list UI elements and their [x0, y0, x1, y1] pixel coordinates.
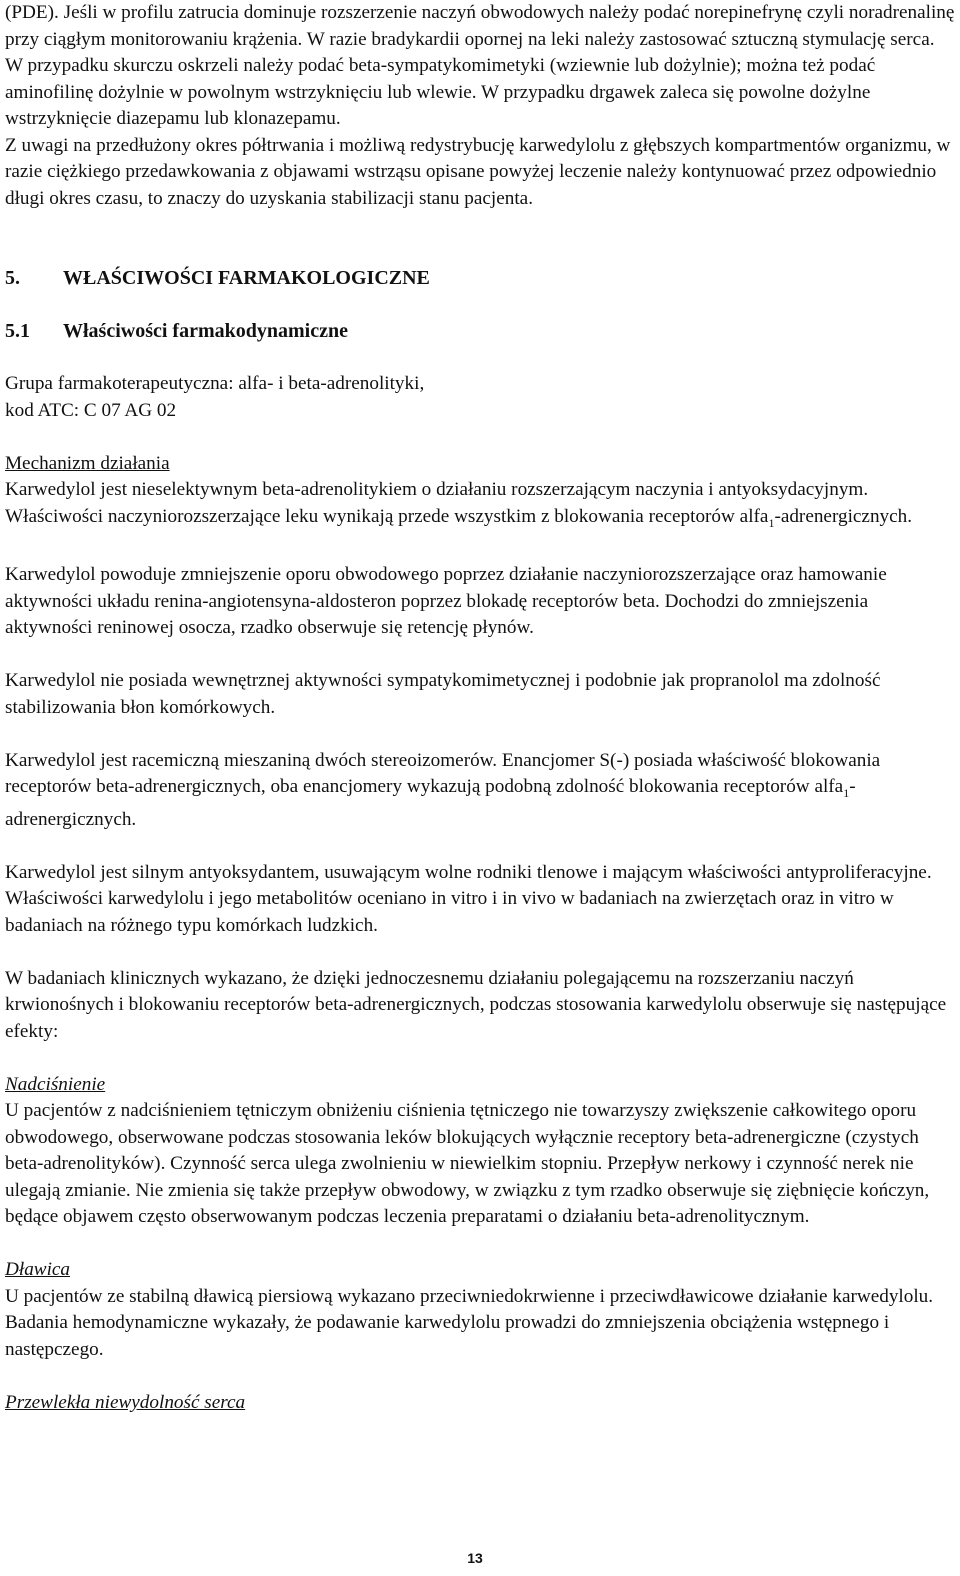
section-5-title: WŁAŚCIWOŚCI FARMAKOLOGICZNE: [63, 267, 430, 289]
angina-label: Dławica: [5, 1259, 71, 1281]
hypertension-label: Nadciśnienie: [5, 1073, 106, 1095]
mechanism-paragraph-1: Karwedylol jest nieselektywnym beta-adrenolitykiem o działaniu rozszerzającym naczynia i antyoksydacyjnym. Właściwości naczyniorozszerzające leku wynikają przede wszystkim z blokowania receptorów alfa$_1$-adrenergicznych.: [5, 479, 913, 530]
atc-code: kod ATC: C 07 AG 02: [5, 399, 177, 421]
section-5-heading: [5, 265, 955, 292]
pharmacotherapeutic-group: Grupa farmakoterapeutyczna: alfa- i beta-adrenolityki,: [5, 373, 425, 394]
mechanism-paragraph-3: Karwedylol nie posiada wewnętrznej aktywności sympatykomimetycznej i podobnie jak propranolol ma zdolność stabilizowania błon komórkowych.: [5, 670, 881, 718]
heart-failure-label: Przewlekła niewydolność serca: [5, 1391, 246, 1413]
section-5-1-title: Właściwości farmakodynamiczne: [63, 320, 348, 342]
mechanism-paragraph-2: Karwedylol powoduje zmniejszenie oporu obwodowego poprzez działanie naczyniorozszerzające oraz hamowanie aktywności układu renina-angiotensyna-aldosteron poprzez blokadę receptorów beta. Dochodzi do zmniejszenia aktywności reninowej osocza, rzadko obserwuje się retencję płynów.: [5, 564, 887, 639]
overdose-paragraph-3: Z uwagi na przedłużony okres półtrwania i możliwą redystrybucję karwedylolu z głębszych kompartmentów organizmu, w razie ciężkiego przedawkowania z objawami wstrząsu opisane powyżej leczenie należy kontynuować przez odpowiednio długi okres czasu, to znaczy do uzyskania stabilizacji stanu pacjenta.: [5, 134, 951, 209]
section-5-number: 5.: [5, 267, 20, 289]
section-5-1-heading: [5, 318, 955, 345]
angina-paragraph: U pacjentów ze stabilną dławicą piersiową wykazano przeciwniedokrwienne i przeciwdławicowe działanie karwedylolu. Badania hemodynamiczne wykazały, że podawanie karwedylolu prowadzi do zmniejszenia obciążenia wstępnego i następczego.: [5, 1285, 934, 1360]
mechanism-paragraph-6: W badaniach klinicznych wykazano, że dzięki jednoczesnemu działaniu polegającemu na rozszerzaniu naczyń krwionośnych i blokowaniu receptorów beta-adrenergicznych, podczas stosowania karwedylolu obserwuje się następujące efekty:: [5, 967, 947, 1042]
section-5-1-number: 5.1: [5, 320, 30, 342]
document-page: [5, 0, 955, 1416]
overdose-paragraph-2: W przypadku skurczu oskrzeli należy podać beta-sympatykomimetyki (wziewnie lub dożylnie); można też podać aminofilinę dożylnie w powolnym wstrzyknięciu lub wlewie. W przypadku drgawek zaleca się powolne dożylne wstrzyknięcie diazepamu lub klonazepamu.: [5, 55, 876, 129]
page-number: 13: [467, 1550, 483, 1566]
mechanism-paragraph-4: Karwedylol jest racemiczną mieszaniną dwóch stereoizomerów. Enancjomer S(-) posiada właściwość blokowania receptorów beta-adrenergicznych, oba enancjomery wykazują podobną zdolność blokowania receptorów alfa$_1$-adrenergicznych.: [5, 749, 881, 830]
overdose-paragraph-1: (PDE). Jeśli w profilu zatrucia dominuje rozszerzenie naczyń obwodowych należy podać norepinefrynę czyli noradrenalinę przy ciągłym monitorowaniu krążenia. W razie bradykardii opornej na leki należy zastosować sztuczną stymulację serca.: [5, 2, 955, 50]
mechanism-paragraph-5: Karwedylol jest silnym antyoksydantem, usuwającym wolne rodniki tlenowe i mającym właściwości antyproliferacyjne. Właściwości karwedylolu i jego metabolitów oceniano in vitro i in vivo w badaniach na zwierzętach oraz in vitro w badaniach na różnego typu komórkach ludzkich.: [5, 861, 932, 936]
mechanism-label: Mechanizm działania: [5, 452, 170, 474]
hypertension-paragraph: U pacjentów z nadciśnieniem tętniczym obniżeniu ciśnienia tętniczego nie towarzyszy zwiększenie całkowitego oporu obwodowego, obserwowane podczas stosowania leków blokujących wyłącznie receptory beta-adrenergiczne (czystych beta-adrenolityków). Czynność serca ulega zwolnieniu w niewielkim stopniu. Przepływ nerkowy i czynność nerek nie ulegają zmianie. Nie zmienia się także przepływ obwodowy, w związku z tym rzadko obserwuje się ziębnięcie kończyn, będące objawem często obserwowanym podczas leczenia preparatami o działaniu beta-adrenolitycznym.: [5, 1100, 930, 1228]
